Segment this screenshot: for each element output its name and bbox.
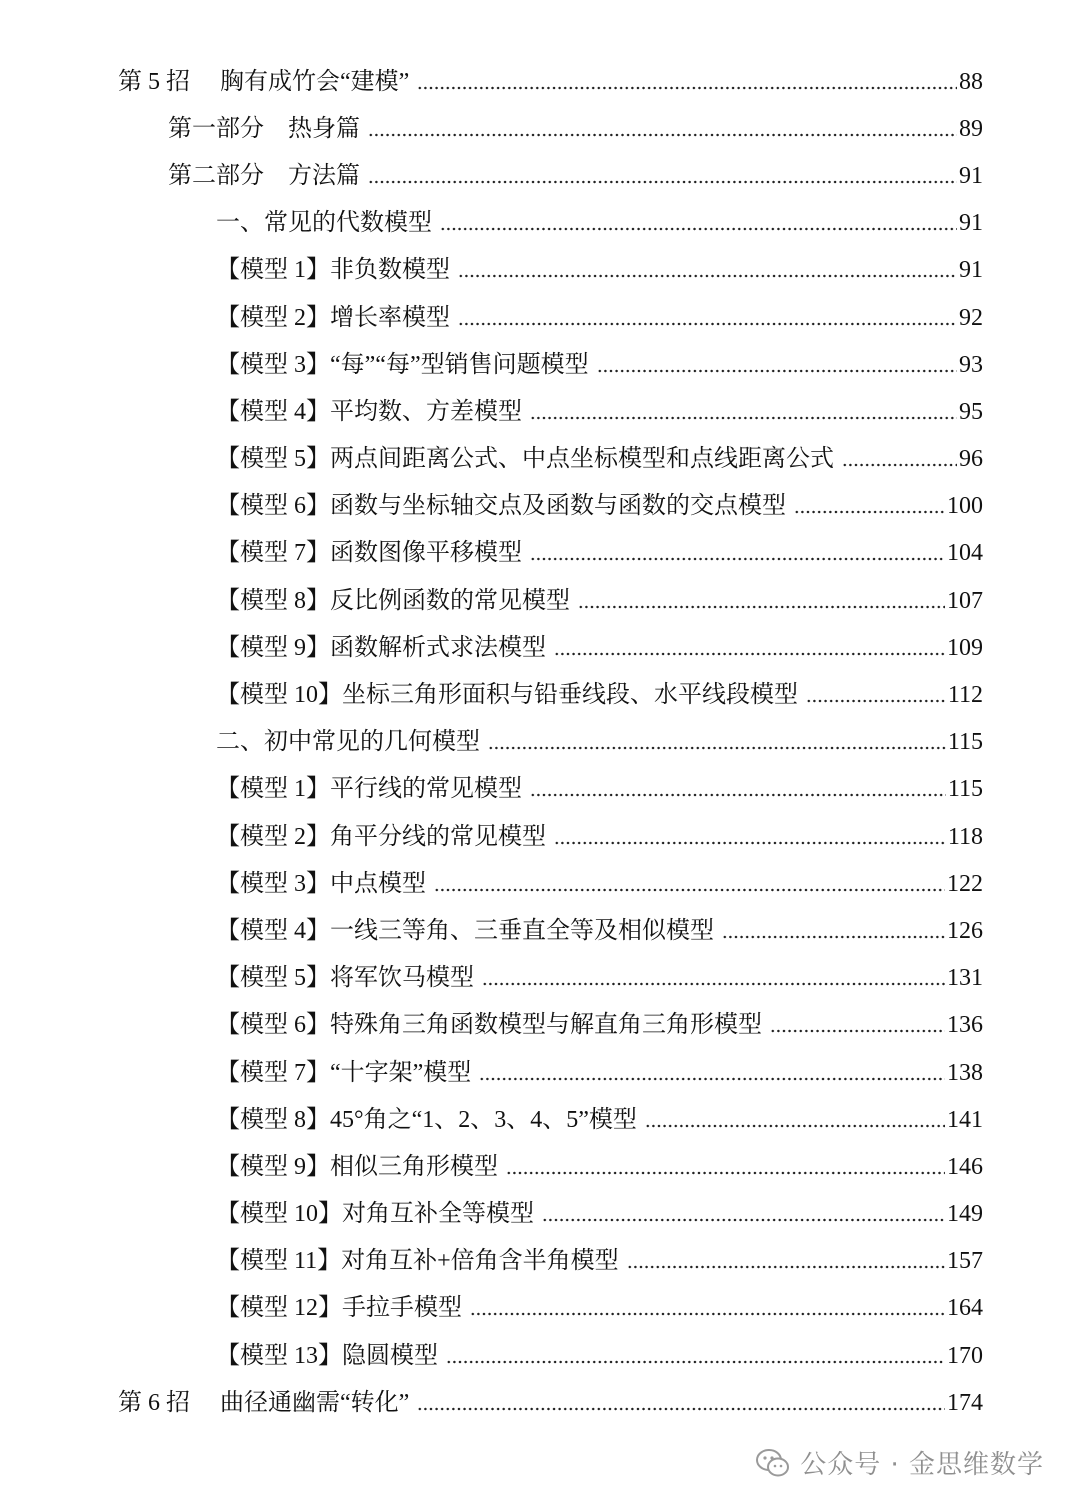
toc-entry-page-number: 96 [959,446,983,473]
toc-entry-page-number: 89 [959,115,983,142]
dot-leader [506,1169,945,1177]
toc-entry-title: 【模型 10】坐标三角形面积与铅垂线段、水平线段模型 [216,682,798,709]
toc-entry-title: 第一部分 热身篇 [168,115,360,142]
toc-entry-title: 【模型 11】对角互补+倍角含半角模型 [216,1248,619,1275]
toc-entry-title: 【模型 3】中点模型 [216,870,426,897]
dot-leader [770,1027,945,1035]
toc-entry [0,1285,1080,1332]
toc-entry [0,955,1080,1002]
dot-leader [645,1122,945,1130]
toc-entry [0,247,1080,294]
toc-entry [0,436,1080,483]
dot-leader [482,980,945,988]
dot-leader [446,1358,945,1366]
dot-leader [530,414,957,422]
toc-entry [0,907,1080,954]
toc-entry [0,58,1080,105]
watermark [756,1444,1044,1481]
toc-entry-title: 【模型 12】手拉手模型 [216,1295,462,1322]
dot-leader [722,933,945,941]
toc-entry-title: 【模型 5】将军饮马模型 [216,965,474,992]
dot-leader [842,461,957,469]
toc-entry-page-number: 112 [947,682,983,709]
toc-entry-title: 二、初中常见的几何模型 [216,729,480,756]
toc-entry [0,1379,1080,1426]
dot-leader [794,508,945,516]
dot-leader [578,603,945,611]
toc-entry-title: 【模型 8】45°角之“1、2、3、4、5”模型 [216,1106,637,1133]
toc-entry [0,1049,1080,1096]
toc-entry-title: 【模型 6】函数与坐标轴交点及函数与函数的交点模型 [216,493,786,520]
toc-entry-title: 【模型 7】“十字架”模型 [216,1059,472,1086]
toc-entry-title: 【模型 1】平行线的常见模型 [216,776,522,803]
toc-entry-title: 【模型 3】“每”“每”型销售问题模型 [216,351,589,378]
toc-entry-page-number: 107 [947,587,983,614]
toc-entry-title: 【模型 4】平均数、方差模型 [216,398,522,425]
toc-entry [0,671,1080,718]
toc-entry [0,766,1080,813]
toc-entry [0,1143,1080,1190]
dot-leader [627,1263,945,1271]
toc-entry-page-number: 95 [959,398,983,425]
toc-entry-page-number: 100 [947,493,983,520]
toc-entry [0,200,1080,247]
dot-leader [458,320,957,328]
toc-entry-title: 【模型 9】函数解析式求法模型 [216,634,546,661]
toc-entry [0,1238,1080,1285]
toc-entry [0,530,1080,577]
toc-entry-page-number: 93 [959,351,983,378]
dot-leader [530,791,946,799]
dot-leader [530,555,945,563]
toc-entry-page-number: 136 [947,1012,983,1039]
toc-entry-title: 【模型 2】角平分线的常见模型 [216,823,546,850]
dot-leader [368,131,957,139]
dot-leader [542,1216,945,1224]
toc-entry [0,152,1080,199]
toc-entry [0,813,1080,860]
toc-entry [0,1332,1080,1379]
toc-entry-title: 【模型 4】一线三等角、三垂直全等及相似模型 [216,917,714,944]
toc-entry-title: 第二部分 方法篇 [168,162,360,189]
toc-entry-title: 【模型 1】非负数模型 [216,257,450,284]
toc-entry-page-number: 91 [959,257,983,284]
toc-entry-title: 第 6 招 曲径通幽需“转化” [118,1389,410,1416]
toc-entry-page-number: 118 [947,823,983,850]
toc-entry-page-number: 104 [947,540,983,567]
toc-entry-page-number: 138 [947,1059,983,1086]
toc-entry-title: 【模型 13】隐圆模型 [216,1342,438,1369]
toc-entry-title: 【模型 9】相似三角形模型 [216,1153,498,1180]
toc-entry-page-number: 149 [947,1201,983,1228]
dot-leader [554,650,945,658]
toc-entry-page-number: 115 [947,776,983,803]
dot-leader [806,697,946,705]
toc-entry [0,577,1080,624]
dot-leader [434,886,945,894]
toc-entry-page-number: 122 [947,870,983,897]
dot-leader [458,272,957,280]
wechat-icon [756,1448,790,1478]
toc-entry-title: 【模型 2】增长率模型 [216,304,450,331]
dot-leader [554,839,946,847]
toc-entry [0,483,1080,530]
dot-leader [470,1310,945,1318]
toc-entry-page-number: 109 [947,634,983,661]
dot-leader [440,225,957,233]
dot-leader [597,367,957,375]
toc-entry-title: 【模型 5】两点间距离公式、中点坐标模型和点线距离公式 [216,446,834,473]
dot-leader [488,744,946,752]
toc-entry [0,341,1080,388]
toc-entry-page-number: 92 [959,304,983,331]
watermark-text: 公众号 · 金思维数学 [800,1450,1044,1480]
toc-entry-page-number: 174 [947,1389,983,1416]
toc-entry [0,860,1080,907]
toc-entry [0,719,1080,766]
toc-entry-page-number: 115 [947,729,983,756]
toc-entry-title: 【模型 10】对角互补全等模型 [216,1201,534,1228]
toc-entry-page-number: 146 [947,1153,983,1180]
toc-entry-page-number: 141 [947,1106,983,1133]
toc-entry [0,105,1080,152]
dot-leader [417,1405,945,1413]
toc-entry-page-number: 88 [959,68,983,95]
toc-entry-page-number: 131 [947,965,983,992]
toc-entry-page-number: 91 [959,210,983,237]
toc-entry [0,388,1080,435]
toc-entry-page-number: 164 [947,1295,983,1322]
toc-entry-title: 第 5 招 胸有成竹会“建模” [118,68,410,95]
toc-entry-title: 【模型 6】特殊角三角函数模型与解直角三角形模型 [216,1012,762,1039]
dot-leader [368,178,957,186]
toc-entry-page-number: 157 [947,1248,983,1275]
toc-entry-page-number: 170 [947,1342,983,1369]
dot-leader [479,1075,945,1083]
toc-entry-title: 【模型 7】函数图像平移模型 [216,540,522,567]
toc-entry-title: 一、常见的代数模型 [216,210,432,237]
toc-entry [0,294,1080,341]
toc-entry-page-number: 126 [947,917,983,944]
toc-entry [0,1096,1080,1143]
toc-entry [0,1002,1080,1049]
dot-leader [417,84,957,92]
toc-entry [0,624,1080,671]
table-of-contents [0,58,1080,1426]
toc-entry-title: 【模型 8】反比例函数的常见模型 [216,587,570,614]
toc-entry-page-number: 91 [959,162,983,189]
toc-entry [0,1191,1080,1238]
